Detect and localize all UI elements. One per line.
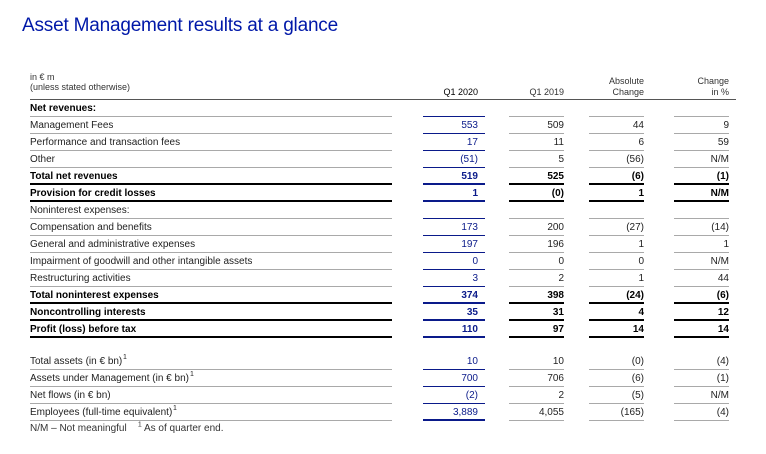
cell-c3: (27) [626, 222, 644, 233]
row-rule [509, 336, 564, 338]
cell-c3: (165) [620, 407, 644, 418]
cell-c1: 1 [472, 188, 478, 199]
table-row [30, 134, 736, 151]
cell-c3: 6 [638, 137, 644, 148]
cell-c3: 14 [632, 324, 644, 335]
cell-c2: 5 [558, 154, 564, 165]
cell-c4: 1 [723, 239, 729, 250]
table-row [30, 202, 736, 219]
cell-c1: 553 [461, 120, 478, 131]
col-q1-2019: Q1 2019 [529, 87, 564, 97]
cell-c3: (6) [631, 373, 644, 384]
table-row [30, 321, 736, 338]
col-change-percent-line1: Change [697, 76, 729, 86]
cell-c1: (2) [465, 390, 478, 401]
cell-c1: 700 [461, 373, 478, 384]
section-kpis [30, 353, 736, 421]
cell-c1: 0 [472, 256, 478, 267]
cell-c1: 374 [461, 290, 478, 301]
cell-c3: (5) [631, 390, 644, 401]
table-row [30, 151, 736, 168]
cell-c2: 4,055 [538, 407, 564, 418]
cell-c2: 509 [547, 120, 564, 131]
cell-c3: 4 [638, 307, 644, 318]
cell-c2: (0) [551, 188, 564, 199]
col-absolute-change-line2: Change [612, 87, 644, 97]
cell-c2: 398 [547, 290, 564, 301]
row-label: General and administrative expenses [30, 239, 196, 250]
cell-c4: (1) [716, 171, 729, 182]
row-label: Total net revenues [30, 171, 118, 182]
cell-c3: 1 [638, 188, 644, 199]
table-row [30, 100, 736, 117]
cell-c1: 110 [461, 324, 478, 335]
row-rule [589, 336, 644, 338]
row-label: Total assets (in € bn) [30, 356, 123, 367]
table-row [30, 253, 736, 270]
cell-c2: 196 [547, 239, 564, 250]
cell-c3: (0) [631, 356, 644, 367]
cell-c4: (1) [716, 373, 729, 384]
cell-c2: 97 [552, 324, 564, 335]
cell-c2: 2 [558, 273, 564, 284]
cell-c1: 519 [461, 171, 478, 182]
cell-c1: 35 [466, 307, 478, 318]
footnote-text: As of quarter end. [143, 423, 224, 434]
cell-c4: 12 [717, 307, 729, 318]
cell-c2: 10 [552, 356, 564, 367]
cell-c1: 3 [472, 273, 478, 284]
footnote-marker: 1 [137, 421, 142, 429]
table-row [30, 168, 736, 185]
table-row [30, 236, 736, 253]
row-label: Provision for credit losses [30, 188, 156, 199]
col-q1-2020: Q1 2020 [443, 87, 478, 97]
cell-c3: (56) [626, 154, 644, 165]
col-absolute-change-line1: Absolute [608, 76, 644, 86]
cell-c4: 9 [723, 120, 729, 131]
row-rule [30, 336, 392, 338]
table-row: Employees (full-time equivalent) 3,889 4,055 (165) (4) 1 [30, 404, 736, 421]
col-change-percent [674, 76, 729, 98]
cell-c4: N/M [710, 390, 729, 401]
table-row [30, 219, 736, 236]
table-row: Total assets (in € bn) 10 10 (0) (4) 1 [30, 353, 736, 370]
cell-c4: 59 [717, 137, 729, 148]
cell-c3: (24) [626, 290, 644, 301]
row-label: Assets under Management (in € bn) [30, 373, 189, 384]
cell-c3: 0 [638, 256, 644, 267]
cell-c3: (6) [631, 171, 644, 182]
page-title: Asset Management results at a glance [22, 15, 338, 36]
cell-c1: 10 [466, 356, 478, 367]
cell-c2: 0 [558, 256, 564, 267]
row-label: Performance and transaction fees [30, 137, 181, 148]
cell-c1: 17 [466, 137, 478, 148]
row-label: Profit (loss) before tax [30, 324, 137, 335]
table-row [30, 185, 736, 202]
cell-c2: 2 [558, 390, 564, 401]
cell-c1: 197 [461, 239, 478, 250]
cell-c4: (14) [711, 222, 729, 233]
table-row [30, 304, 736, 321]
row-label: Other [30, 154, 56, 165]
row-rule [674, 336, 729, 338]
results-table [30, 72, 736, 437]
footnote-nm: N/M – Not meaningful [30, 423, 127, 434]
cell-c3: 1 [638, 239, 644, 250]
cell-c4: N/M [710, 188, 729, 199]
table-row [30, 117, 736, 134]
row-label: Net revenues: [30, 103, 97, 114]
cell-c4: (4) [716, 356, 729, 367]
col-absolute-change [589, 76, 644, 98]
cell-c4: N/M [710, 256, 729, 267]
cell-c2: 706 [547, 373, 564, 384]
table-row [30, 287, 736, 304]
cell-c4: (6) [716, 290, 729, 301]
unit-text: in € m [30, 72, 55, 82]
cell-c2: 200 [547, 222, 564, 233]
row-label: Management Fees [30, 120, 114, 131]
col-change-percent-line2: in % [711, 87, 729, 97]
unit-label [30, 72, 130, 92]
cell-c1: (51) [460, 154, 478, 165]
cell-c4: 14 [717, 324, 729, 335]
cell-c1: 173 [461, 222, 478, 233]
row-label: Net flows (in € bn) [30, 390, 111, 401]
table-row: Assets under Management (in € bn) 700 706 (6) (1) 1 [30, 370, 736, 387]
table-header [30, 72, 736, 100]
row-label: Restructuring activities [30, 273, 131, 284]
cell-c4: (4) [716, 407, 729, 418]
section-gap [30, 338, 736, 353]
cell-c2: 525 [547, 171, 564, 182]
cell-c1: 3,889 [452, 407, 478, 418]
row-rule [423, 336, 485, 338]
section-main [30, 100, 736, 338]
cell-c2: 11 [553, 137, 564, 148]
row-label: Employees (full-time equivalent) [30, 407, 173, 418]
unit-note: (unless stated otherwise) [30, 82, 131, 92]
cell-c3: 1 [638, 273, 644, 284]
cell-c4: N/M [710, 154, 729, 165]
row-label: Noncontrolling interests [30, 307, 146, 318]
table-row [30, 387, 736, 404]
footnote [30, 421, 736, 437]
cell-c3: 44 [632, 120, 644, 131]
row-label: Total noninterest expenses [30, 290, 159, 301]
cell-c4: 44 [717, 273, 729, 284]
row-label: Noninterest expenses: [30, 205, 130, 216]
cell-c2: 31 [552, 307, 564, 318]
row-label: Compensation and benefits [30, 222, 152, 233]
table-row [30, 270, 736, 287]
row-label: Impairment of goodwill and other intangible assets [30, 256, 253, 267]
